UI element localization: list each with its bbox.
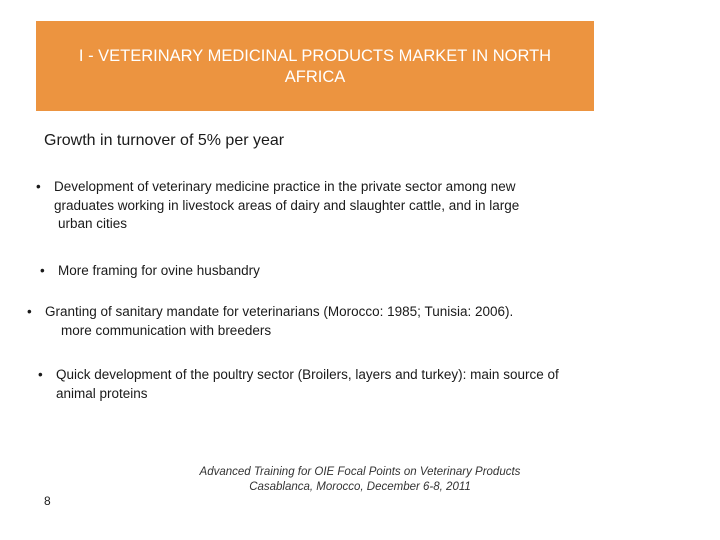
bullet-text-line: Quick development of the poultry sector (Broilers, layers and turkey): main source of (56, 367, 559, 382)
bullet-text-line: graduates working in livestock areas of dairy and slaughter cattle, and in large (54, 197, 520, 213)
bullet-text-line: Development of veterinary medicine practice in the private sector among new (54, 179, 516, 194)
slide-footer (170, 465, 550, 495)
bullet-marker: • (27, 304, 32, 319)
bullet-marker: • (36, 179, 41, 194)
slide-subtitle: Growth in turnover of 5% per year (44, 132, 285, 149)
bullet-text-line: more communication with breeders (61, 322, 272, 338)
footer-line: Advanced Training for OIE Focal Points on Veterinary Products (199, 466, 521, 478)
footer-line: Casablanca, Morocco, December 6-8, 2011 (249, 481, 471, 493)
title-banner (36, 21, 594, 111)
bullet-text-line: More framing for ovine husbandry (58, 263, 260, 278)
bullet-text-line: Granting of sanitary mandate for veterinarians (Morocco: 1985; Tunisia: 2006). (45, 304, 514, 319)
page-number: 8 (44, 494, 51, 508)
bullet-marker: • (40, 263, 45, 278)
bullet-text-line: urban cities (58, 216, 128, 231)
bullet-marker: • (38, 367, 43, 382)
bullet-item-2 (40, 262, 260, 281)
bullet-item-1 (36, 178, 519, 234)
bullet-item-4 (38, 366, 559, 403)
slide-title: I - VETERINARY MEDICINAL PRODUCTS MARKET IN NORTH AFRICA (78, 47, 552, 86)
bullet-item-3 (27, 303, 513, 340)
bullet-text-line: animal proteins (56, 385, 148, 401)
